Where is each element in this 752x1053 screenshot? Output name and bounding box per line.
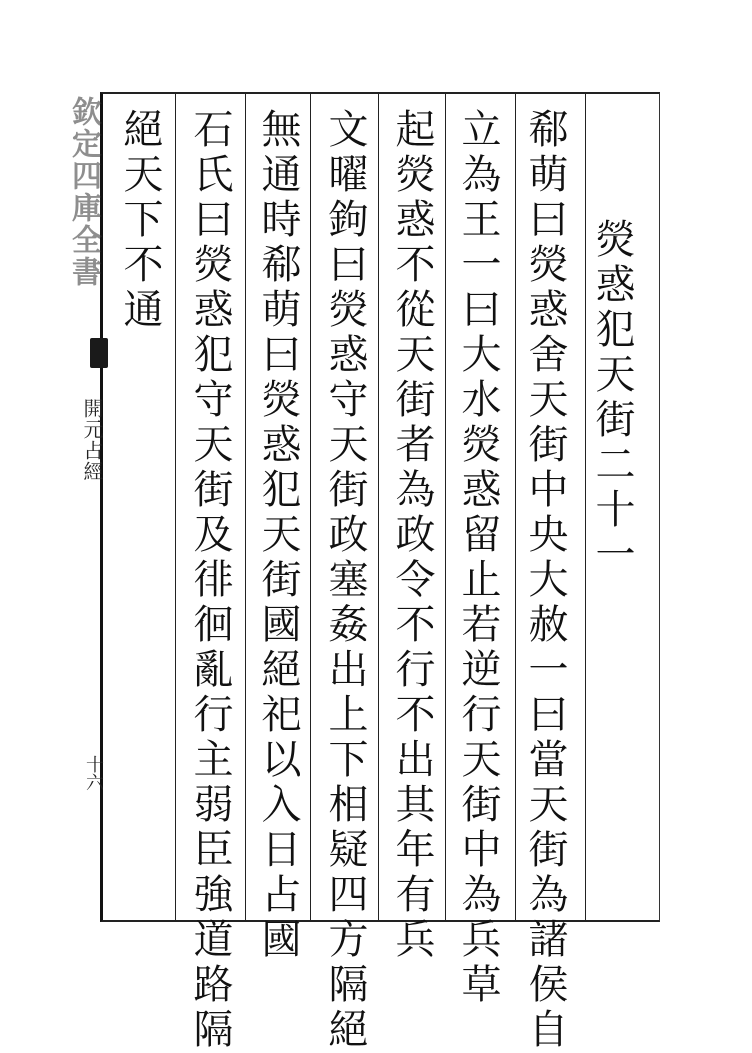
text-segment: 絕天下不通	[117, 108, 163, 333]
section-heading: 熒惑犯天街二十一	[589, 218, 635, 578]
text-column-6	[187, 108, 233, 1053]
page-frame	[100, 92, 660, 922]
fishtail-mark	[90, 338, 108, 368]
series-title: 欽定四庫全書	[66, 96, 101, 288]
column-rule	[310, 92, 311, 922]
text-column-5	[255, 108, 301, 963]
column-rule	[585, 92, 586, 922]
text-column-3	[389, 108, 435, 963]
text-segment: 熒惑留止若逆行天街中為兵草	[455, 423, 501, 1008]
text-column-1	[522, 108, 568, 1053]
text-segment: 熒惑不從天街者為政令不行不出其年有兵	[389, 153, 435, 963]
text-column-4	[322, 108, 368, 1053]
text-column-7	[117, 108, 163, 908]
text-segment: 郗萌曰熒惑舍天街中央大赦一曰當天街為諸侯自	[522, 108, 568, 1053]
text-segment: 文曜鉤曰熒惑守天街政塞姦出上下相疑四方隔絕	[322, 108, 368, 1053]
column-rule	[378, 92, 379, 922]
text-segment: 郗萌曰熒惑犯天街國絕祀以入日占國	[255, 243, 301, 963]
text-segment: 起	[389, 108, 435, 153]
column-rule	[515, 92, 516, 922]
column-rule	[245, 92, 246, 922]
column-rule	[445, 92, 446, 922]
page-number: 十六	[83, 755, 104, 791]
text-segment: 石氏曰熒惑犯守天街及徘徊亂行主弱臣強道路隔	[187, 108, 233, 1053]
book-title: 開元占經	[80, 398, 104, 482]
text-segment: 無通時	[255, 108, 301, 243]
text-column-2	[455, 108, 501, 1008]
text-segment: 立為王一曰大水	[455, 108, 501, 423]
column-rule	[175, 92, 176, 922]
